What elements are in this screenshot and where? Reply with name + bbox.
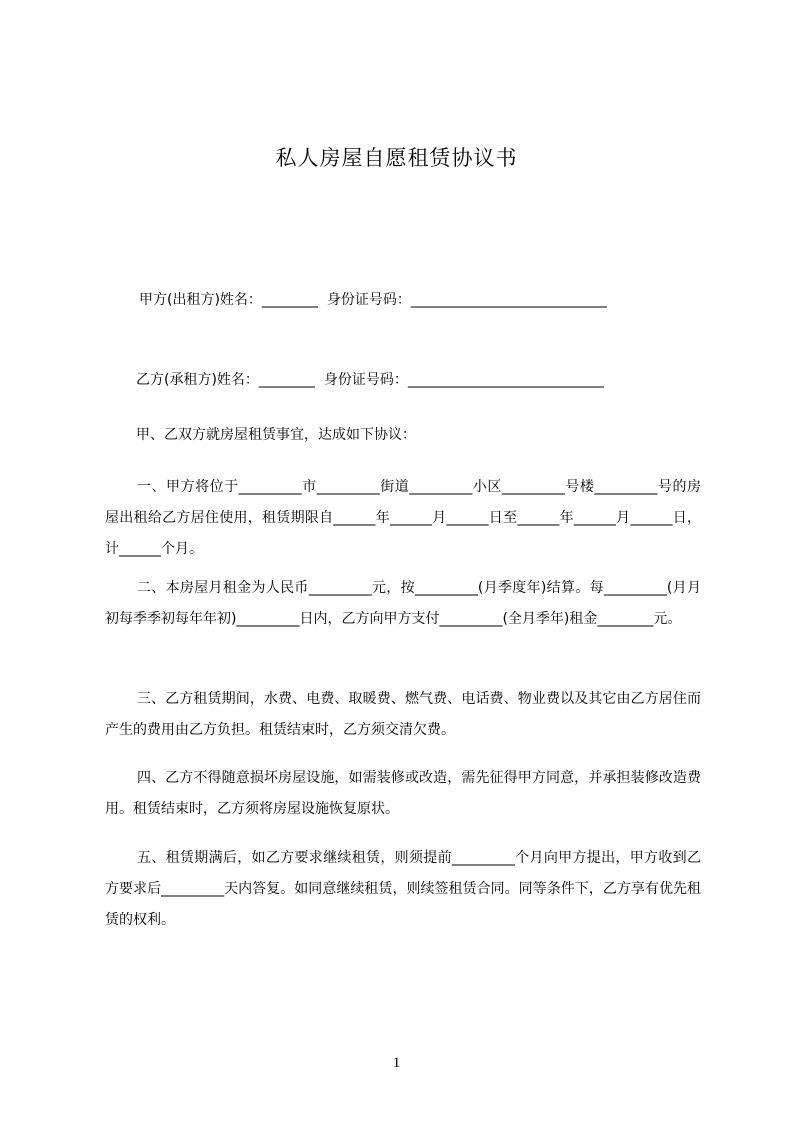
document-title: 私人房屋自愿租赁协议书 (275, 146, 518, 170)
clause-3: 三、乙方租赁期间，水费、电费、取暖费、燃气费、电话费、物业费以及其它由乙方居住而产生的费用由乙方负担。租赁结束时，乙方须交清欠费。 (105, 691, 701, 738)
clause-1: 一、甲方将位于_________市_________街道_________小区_________号楼_________号的房屋出租给乙方居住使用，租赁期限自______年______月______日至______年______月______日，计______个月。 (105, 479, 701, 557)
clause-4: 四、乙方不得随意损坏房屋设施，如需装修或改造，需先征得甲方同意，并承担装修改造费用。租赁结束时，乙方须将房屋设施恢复原状。 (105, 770, 701, 817)
clause-5: 五、租赁期满后，如乙方要求继续租赁，则须提前_________个月向甲方提出，甲方收到乙方要求后_________天内答复。如同意继续租赁，则续签租赁合同。同等条件下，乙方享有优先租赁的权利。 (105, 850, 701, 928)
page-number: 1 (392, 1055, 401, 1071)
party-b-line: 乙方(承租方)姓名：________ 身份证号码：____________________________ (136, 372, 604, 388)
party-a-line: 甲方(出租方)姓名：________ 身份证号码：____________________________ (139, 292, 607, 308)
intro-line: 甲、乙双方就房屋租赁事宜，达成如下协议： (136, 427, 416, 443)
clause-2: 二、本房屋月租金为人民币_________元，按_________(月季度年)结算。每_________(月月初每季季初每年年初)_________日内，乙方向甲方支付_________(全月季年)租金________元。 (105, 580, 701, 627)
